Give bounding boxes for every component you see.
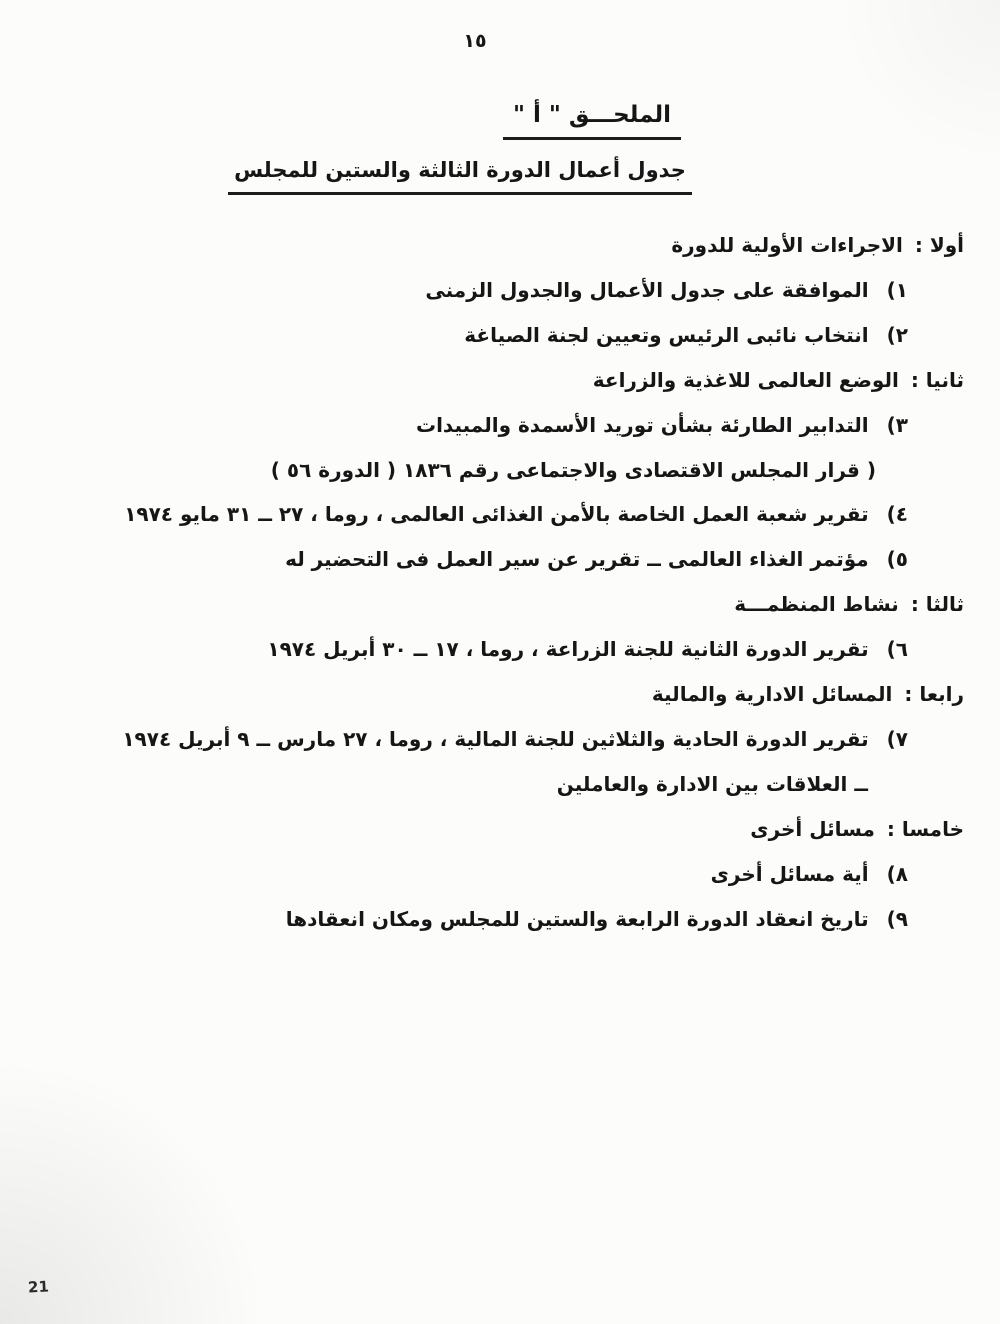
section-heading-1 [36, 230, 964, 260]
subtitle-row [0, 158, 1000, 195]
item-text: أية مسائل أخرى [710, 862, 869, 886]
section-label: ثالثا : [910, 592, 964, 616]
item-text: تقرير شعبة العمل الخاصة بالأمن الغذائى العالمى ، روما ، ٢٧ ــ ٣١ مايو ١٩٧٤ [124, 502, 869, 526]
agenda-item-4 [36, 499, 908, 529]
section-label: ثانيا : [910, 368, 964, 392]
page-number-top: ١٥ [463, 30, 487, 52]
section-title: الوضع العالمى للاغذية والزراعة [592, 368, 899, 392]
agenda-body [36, 230, 964, 949]
appendix-title: الملحـــق " أ " [503, 102, 681, 140]
item-number: ٩) [886, 907, 908, 931]
section-heading-2 [36, 365, 964, 395]
agenda-item-2 [36, 320, 908, 350]
item-number: ٨) [886, 862, 908, 886]
section-label: رابعا : [904, 682, 964, 706]
item-text: مؤتمر الغذاء العالمى ــ تقرير عن سير العمل فى التحضير له [285, 547, 869, 571]
agenda-item-8 [36, 859, 908, 889]
agenda-subtitle: جدول أعمال الدورة الثالثة والستين للمجلس [228, 158, 692, 195]
section-title: الاجراءات الأولية للدورة [671, 233, 903, 257]
agenda-item-9 [36, 904, 908, 934]
item-3-reference-note: ( قرار المجلس الاقتصادى والاجتماعى رقم ١٨٣٦ ( الدورة ٥٦ ) [270, 458, 876, 482]
item-7-subitem: ــ العلاقات بين الادارة والعاملين [556, 772, 868, 796]
section-label: أولا : [914, 233, 964, 257]
section-heading-5 [36, 814, 964, 844]
item-number: ٣) [886, 413, 908, 437]
page-number-bottom: 21 [27, 1277, 50, 1297]
item-text: تقرير الدورة الثانية للجنة الزراعة ، روما ، ١٧ ــ ٣٠ أبريل ١٩٧٤ [267, 637, 869, 661]
agenda-item-7 [36, 724, 908, 754]
title-row [0, 102, 1000, 140]
item-text: تاريخ انعقاد الدورة الرابعة والستين للمجلس ومكان انعقادها [285, 907, 869, 931]
item-number: ٤) [886, 502, 908, 526]
agenda-item-6 [36, 634, 908, 664]
section-heading-4 [36, 679, 964, 709]
item-text: الموافقة على جدول الأعمال والجدول الزمنى [425, 278, 869, 302]
item-number: ٥) [886, 547, 908, 571]
item-number: ٧) [886, 727, 908, 751]
item-text: تقرير الدورة الحادية والثلاثين للجنة المالية ، روما ، ٢٧ مارس ــ ٩ أبريل ١٩٧٤ [122, 727, 869, 751]
item-number: ١) [886, 278, 908, 302]
section-title: نشاط المنظمـــة [734, 592, 899, 616]
agenda-item-1 [36, 275, 908, 305]
section-title: المسائل الادارية والمالية [651, 682, 893, 706]
agenda-item-5 [36, 544, 908, 574]
item-text: انتخاب نائبى الرئيس وتعيين لجنة الصياغة [464, 323, 869, 347]
section-label: خامسا : [886, 817, 964, 841]
item-number: ٦) [886, 637, 908, 661]
section-heading-3 [36, 589, 964, 619]
agenda-item-3 [36, 410, 908, 440]
item-text: التدابير الطارئة بشأن توريد الأسمدة والمبيدات [415, 413, 869, 437]
item-number: ٢) [886, 323, 908, 347]
section-title: مسائل أخرى [750, 817, 875, 841]
